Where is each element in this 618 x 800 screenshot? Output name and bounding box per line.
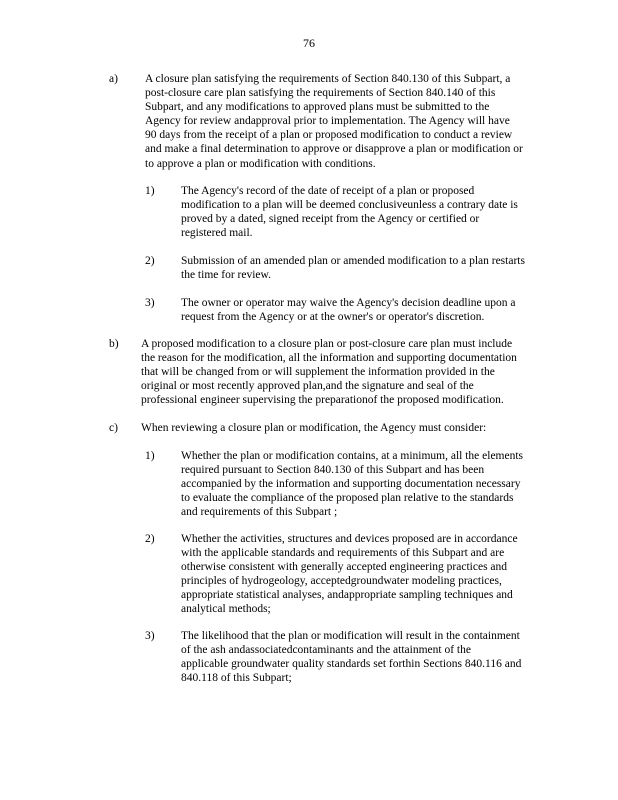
text-line: analytical methods; [181, 603, 271, 616]
text-line: registered mail. [181, 227, 253, 240]
item-text [181, 449, 536, 519]
text-line: A closure plan satisfying the requirements of Section 840.130 of this Subpart, a [145, 73, 511, 85]
text-line: post-closure care plan satisfying the requirements of Section 840.140 of this [145, 87, 496, 100]
item-label: 1) [145, 185, 155, 197]
text-line: Agency for review andapproval prior to implementation. The Agency will have [145, 115, 510, 128]
item-text [181, 629, 532, 685]
text-line: 90 days from the receipt of a plan or proposed modification to conduct a review [145, 129, 513, 142]
text-line: and make a final determination to approve or disapprove a plan or modification or [145, 143, 523, 156]
section-text [141, 337, 517, 407]
section-label: c) [109, 422, 118, 434]
text-line: The owner or operator may waive the Agency's decision deadline upon a [181, 297, 516, 309]
text-line: and requirements of this Subpart ; [181, 506, 338, 519]
text-line: professional engineer supervising the preparationof the proposed modification. [141, 394, 504, 407]
item-label: 3) [145, 297, 155, 309]
item-text [181, 254, 535, 282]
text-line: the time for review. [181, 269, 271, 282]
text-line: The likelihood that the plan or modification will result in the containment [181, 630, 520, 642]
item-label: 2) [145, 255, 155, 267]
text-line: of the ash andassociatedcontaminants and the attainment of the [181, 644, 471, 657]
text-line: 840.118 of this Subpart; [181, 672, 292, 685]
item-text [181, 532, 528, 617]
text-line: to approve a plan or modification with conditions. [145, 157, 376, 170]
section-text [145, 72, 542, 171]
item-label: 2) [145, 533, 155, 545]
text-line: the reason for the modification, all the information and supporting documentation [141, 352, 517, 365]
text-line: otherwise consistent with generally accepted engineering practices and [181, 561, 508, 574]
text-line: that will be changed from or will supplement the information provided in the [141, 366, 495, 379]
text-line: Submission of an amended plan or amended modification to a plan restarts [181, 255, 525, 267]
text-line: with the applicable standards and requirements of this Subpart and are [181, 547, 505, 560]
text-line: A proposed modification to a closure plan or post-closure care plan must include [141, 338, 513, 350]
section-label: a) [109, 73, 118, 85]
item-label: 1) [145, 450, 155, 462]
item-text [181, 296, 535, 324]
text-line: original or most recently approved plan,and the signature and seal of the [141, 380, 474, 393]
text-line: proved by a dated, signed receipt from the Agency or certified or [181, 213, 480, 226]
text-line: Whether the plan or modification contains, at a minimum, all the elements [181, 450, 524, 462]
text-line: When reviewing a closure plan or modification, the Agency must consider: [141, 422, 487, 434]
text-line: appropriate statistical analyses, andappropriate sampling techniques and [181, 589, 513, 602]
item-text [181, 184, 535, 240]
text-line: Subpart, and any modifications to approved plans must be submitted to the [145, 101, 490, 114]
text-line: modification to a plan will be deemed conclusiveunless a contrary date is [181, 199, 518, 212]
text-line: Whether the activities, structures and devices proposed are in accordance [181, 533, 518, 545]
text-line: principles of hydrogeology, acceptedgroundwater modeling practices, [181, 575, 502, 588]
text-line: required pursuant to Section 840.130 of this Subpart and has been [181, 464, 485, 477]
text-line: request from the Agency or at the owner's or operator's discretion. [181, 311, 485, 324]
section-text [141, 421, 501, 435]
section-label: b) [109, 338, 119, 350]
text-line: to evaluate the compliance of the proposed plan relative to the standards [181, 492, 514, 505]
item-label: 3) [145, 630, 155, 642]
page-number: 76 [303, 36, 315, 50]
text-line: accompanied by the information and supporting documentation necessary [181, 478, 521, 491]
text-line: applicable groundwater quality standards set forthin Sections 840.116 and [181, 658, 522, 671]
text-line: The Agency's record of the date of receipt of a plan or proposed [181, 185, 475, 197]
